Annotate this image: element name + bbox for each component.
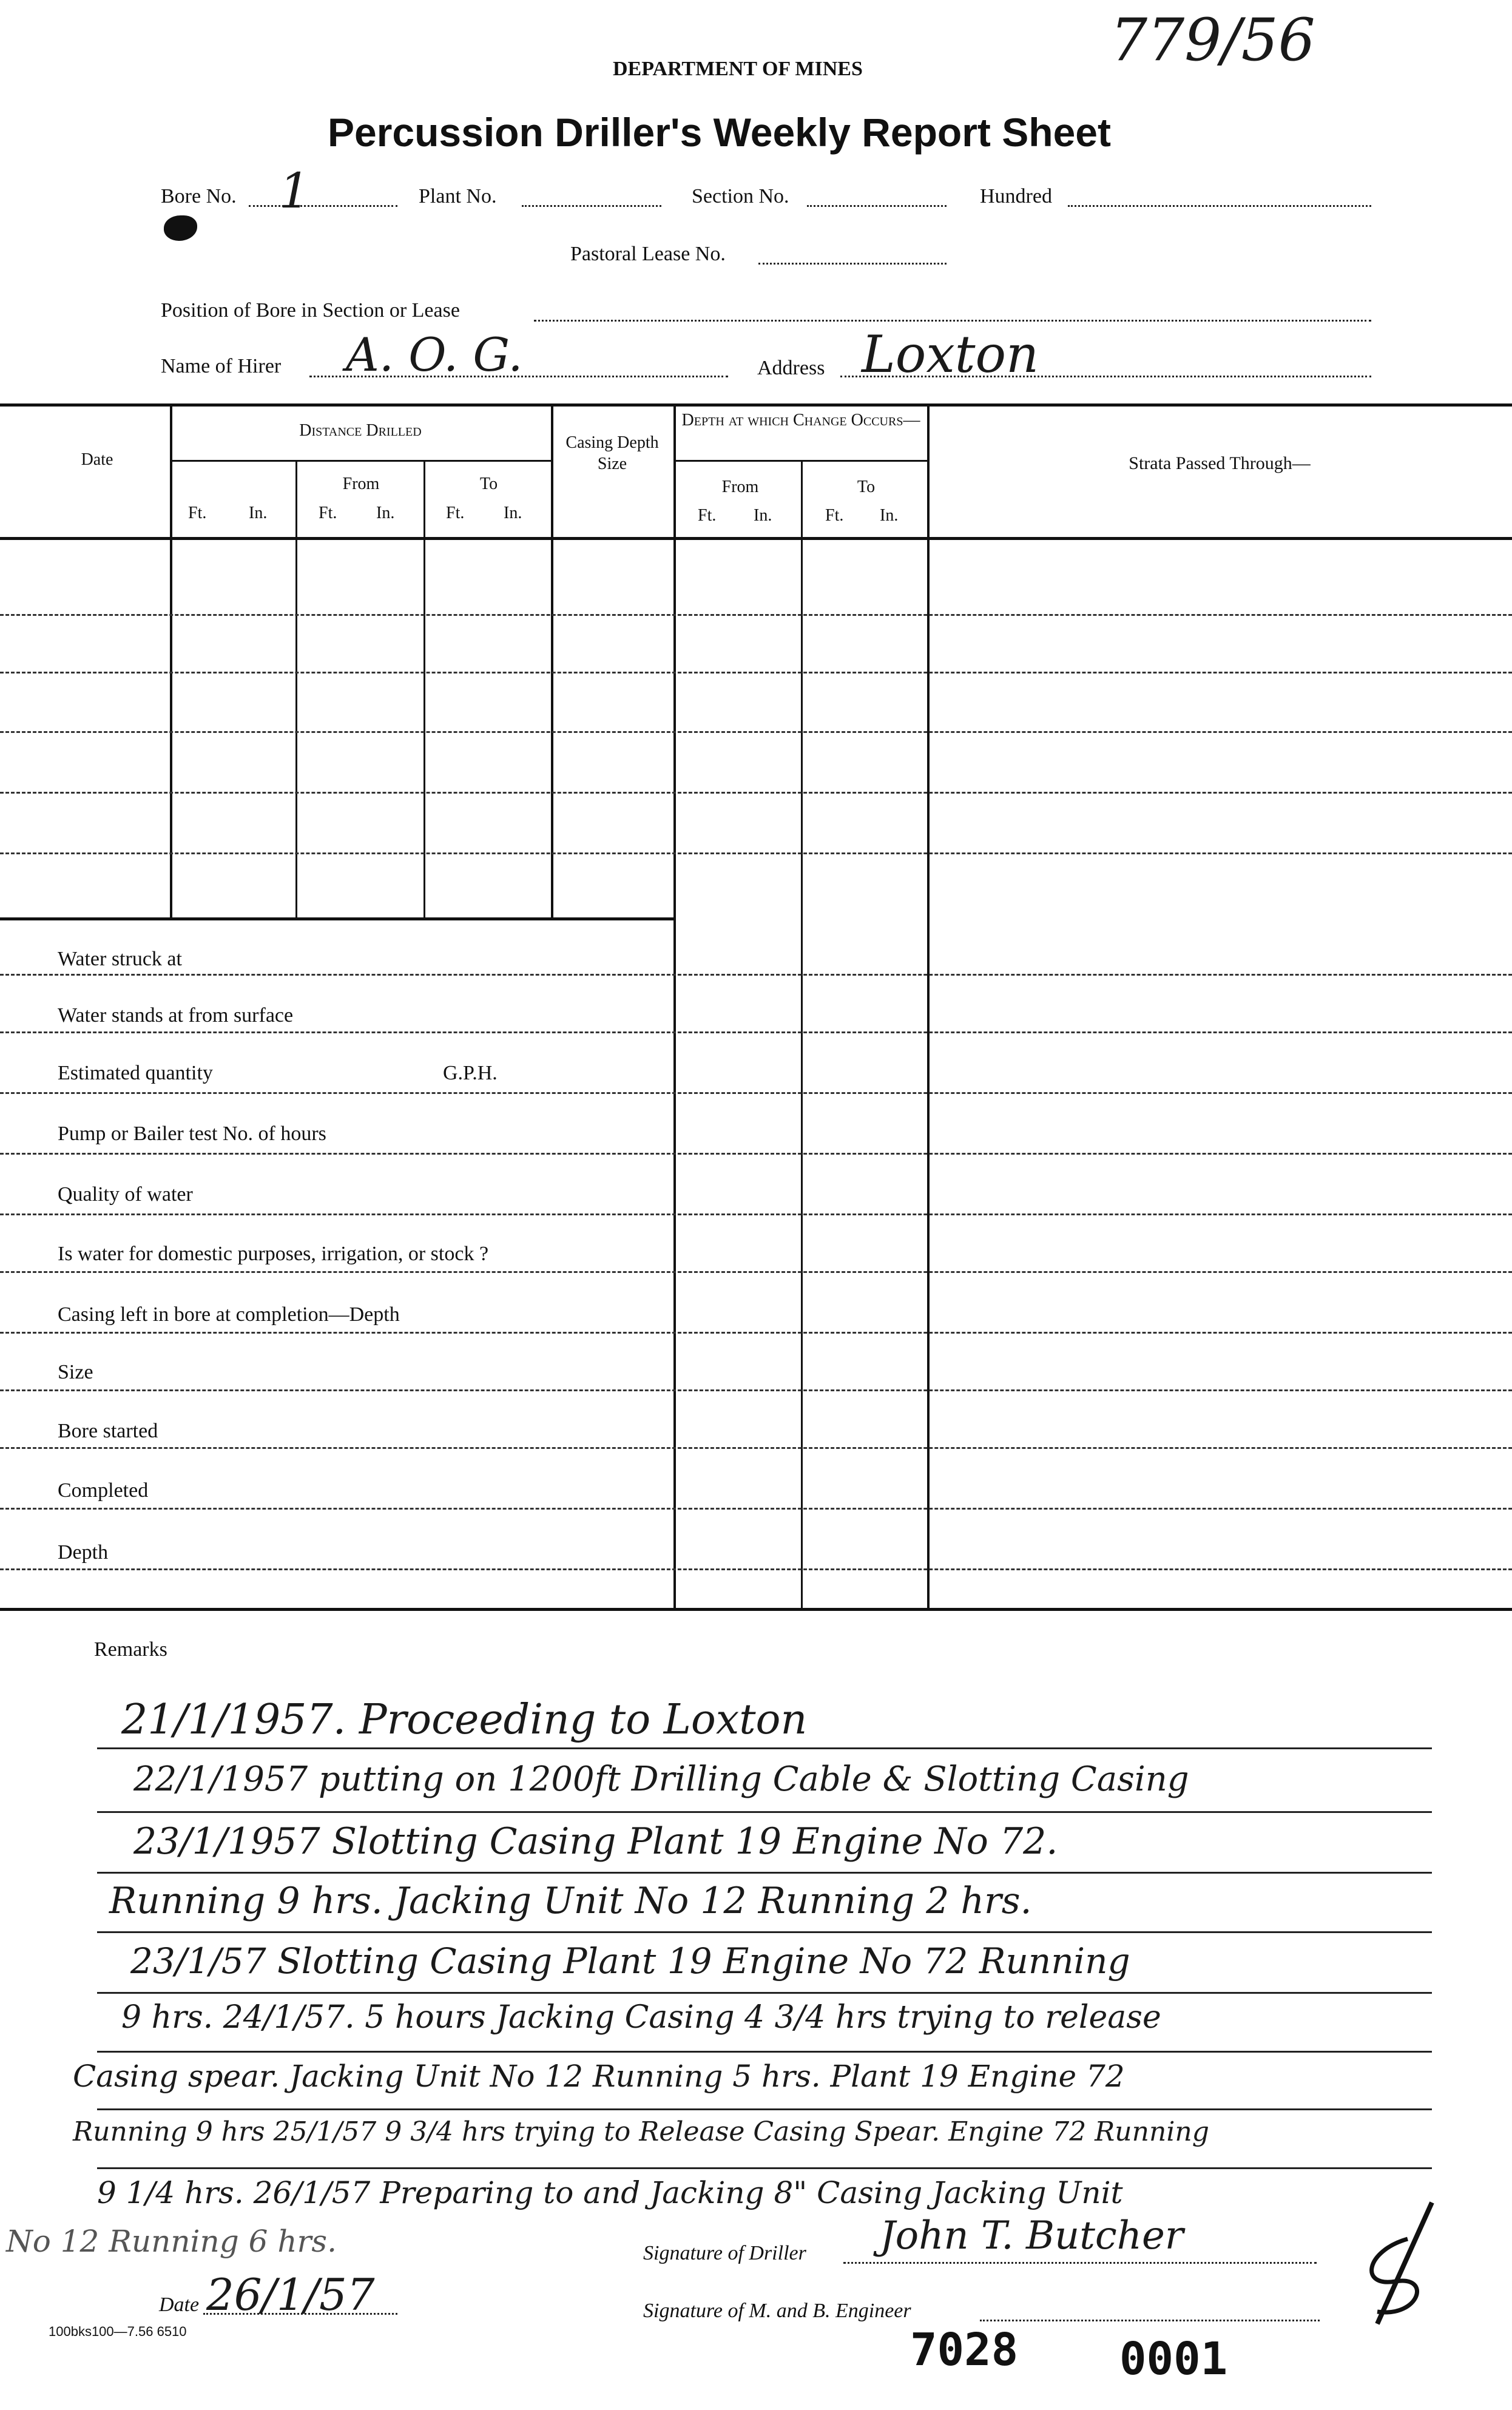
col-divider	[295, 461, 297, 919]
in-label: In.	[504, 504, 522, 522]
remarks-line: 9 1/4 hrs. 26/1/57 Preparing to and Jacking 8" Casing Jacking Unit	[97, 2175, 1123, 2210]
table-row[interactable]	[0, 1092, 1512, 1094]
pastoral-lease-field[interactable]	[758, 263, 947, 265]
remarks-rule	[97, 1992, 1432, 1994]
remarks-rule	[97, 1931, 1432, 1933]
address-label: Address	[757, 357, 825, 379]
size-label: Size	[58, 1361, 93, 1383]
table-row[interactable]	[0, 1213, 1512, 1215]
plant-no-label: Plant No.	[419, 185, 497, 208]
remarks-line: 23/1/57 Slotting Casing Plant 19 Engine No 72 Running	[130, 1940, 1130, 1982]
gph-label: G.P.H.	[443, 1062, 498, 1084]
form-code: 100bks100—7.56 6510	[49, 2324, 187, 2339]
col-divider	[673, 403, 676, 1608]
remarks-rule	[97, 2108, 1432, 2110]
table-row[interactable]	[0, 614, 1512, 616]
date-header: Date	[81, 450, 113, 469]
in-label: In.	[880, 506, 899, 525]
pump-test-label: Pump or Bailer test No. of hours	[58, 1122, 326, 1145]
remarks-line: 9 hrs. 24/1/57. 5 hours Jacking Casing 4 3/4 hrs trying to release	[121, 1999, 1161, 2036]
in-label: In.	[249, 504, 268, 522]
engineer-signature-mark	[1341, 2196, 1450, 2330]
section-no-label: Section No.	[692, 185, 789, 208]
page-title: Percussion Driller's Weekly Report Sheet	[328, 110, 1111, 155]
col-divider	[927, 403, 930, 1608]
bore-no-label: Bore No.	[161, 185, 237, 208]
signature-engineer-field[interactable]	[980, 2320, 1320, 2321]
file-number: 779/56	[1110, 6, 1315, 74]
casing-header: Casing Depth Size	[565, 433, 659, 473]
remarks-rule	[97, 1811, 1432, 1813]
casing-left-label: Casing left in bore at completion—Depth	[58, 1303, 400, 1326]
table-row[interactable]	[0, 974, 1512, 976]
hirer-label: Name of Hirer	[161, 355, 282, 377]
ink-blot-mark	[164, 215, 197, 241]
table-row[interactable]	[0, 1153, 1512, 1155]
remarks-line: 23/1/1957 Slotting Casing Plant 19 Engine No 72.	[133, 1820, 1058, 1863]
address-value: Loxton	[862, 325, 1039, 384]
from-header: From	[342, 474, 380, 493]
hirer-value: A. O. G.	[346, 328, 523, 382]
ft-label: Ft.	[319, 504, 337, 522]
signature-engineer-label: Signature of M. and B. Engineer	[643, 2300, 911, 2322]
remarks-line: 21/1/1957. Proceeding to Loxton	[121, 1696, 808, 1744]
section-no-field[interactable]	[807, 205, 947, 207]
distance-drilled-header: Distance Drilled	[299, 421, 422, 440]
remarks-line: Running 9 hrs 25/1/57 9 3/4 hrs trying to Release Casing Spear. Engine 72 Running	[73, 2116, 1209, 2147]
hundred-label: Hundred	[980, 185, 1052, 208]
table-row[interactable]	[0, 1568, 1512, 1570]
remarks-line: No 12 Running 6 hrs.	[6, 2224, 337, 2259]
ft-label: Ft.	[698, 506, 717, 525]
col-divider	[170, 403, 172, 919]
water-use-label: Is water for domestic purposes, irrigation, or stock ?	[58, 1243, 489, 1265]
bore-started-label: Bore started	[58, 1420, 158, 1442]
depth-to-header: To	[857, 478, 876, 496]
stamp-number-left: 7028	[910, 2324, 1019, 2376]
table-row[interactable]	[0, 1031, 1512, 1033]
table-row[interactable]	[0, 792, 1512, 794]
signature-driller-value: John T. Butcher	[880, 2213, 1184, 2258]
table-row[interactable]	[0, 1389, 1512, 1391]
table-header-rule	[0, 537, 1512, 540]
strata-header: Strata Passed Through—	[1129, 453, 1311, 473]
remarks-line: 22/1/1957 putting on 1200ft Drilling Cable & Slotting Casing	[133, 1760, 1189, 1799]
remarks-rule	[97, 2051, 1432, 2053]
in-label: In.	[754, 506, 772, 525]
hundred-field[interactable]	[1068, 205, 1371, 207]
depth-subrule	[673, 460, 927, 462]
table-row[interactable]	[0, 1508, 1512, 1510]
water-quality-label: Quality of water	[58, 1183, 193, 1206]
date-value: 26/1/57	[206, 2269, 375, 2320]
signature-driller-label: Signature of Driller	[643, 2242, 806, 2264]
table-row[interactable]	[0, 672, 1512, 673]
remarks-line: Running 9 hrs. Jacking Unit No 12 Running 2 hrs.	[109, 1880, 1032, 1922]
water-stands-label: Water stands at from surface	[58, 1004, 294, 1027]
remarks-label: Remarks	[94, 1638, 167, 1661]
distance-subrule	[170, 460, 551, 462]
date-label: Date	[159, 2294, 200, 2316]
ft-label: Ft.	[188, 504, 207, 522]
remarks-line: Casing spear. Jacking Unit No 12 Running 5 hrs. Plant 19 Engine 72	[73, 2059, 1125, 2094]
completed-label: Completed	[58, 1479, 149, 1502]
table-bottom-rule	[0, 1608, 1512, 1611]
col-divider	[551, 403, 553, 919]
position-field[interactable]	[534, 320, 1371, 322]
in-label: In.	[376, 504, 395, 522]
remarks-rule	[97, 1872, 1432, 1874]
table-top-rule	[0, 403, 1512, 407]
plant-no-field[interactable]	[522, 205, 661, 207]
remarks-rule	[97, 2167, 1432, 2169]
position-label: Position of Bore in Section or Lease	[161, 299, 460, 322]
ft-label: Ft.	[446, 504, 465, 522]
bore-no-field[interactable]	[249, 205, 397, 207]
data-rows-end-rule	[0, 917, 675, 920]
estimated-quantity-label: Estimated quantity	[58, 1062, 213, 1084]
bore-no-value: 1	[279, 163, 310, 219]
stamp-number-right: 0001	[1119, 2333, 1228, 2385]
table-row[interactable]	[0, 1332, 1512, 1334]
ft-label: Ft.	[825, 506, 844, 525]
table-row[interactable]	[0, 731, 1512, 733]
pastoral-lease-label: Pastoral Lease No.	[570, 243, 726, 265]
to-header: To	[479, 474, 498, 493]
col-divider	[424, 461, 425, 919]
signature-driller-field[interactable]	[843, 2262, 1317, 2264]
depth-from-header: From	[721, 478, 759, 496]
table-row[interactable]	[0, 1271, 1512, 1273]
department-heading: DEPARTMENT OF MINES	[613, 58, 863, 80]
depth-change-header: Depth at which Change Occurs—	[681, 411, 920, 430]
remarks-rule	[97, 1747, 1432, 1749]
col-divider	[801, 461, 803, 1608]
water-struck-label: Water struck at	[58, 948, 182, 970]
table-row[interactable]	[0, 852, 1512, 854]
table-row[interactable]	[0, 1447, 1512, 1449]
depth-label: Depth	[58, 1541, 109, 1564]
